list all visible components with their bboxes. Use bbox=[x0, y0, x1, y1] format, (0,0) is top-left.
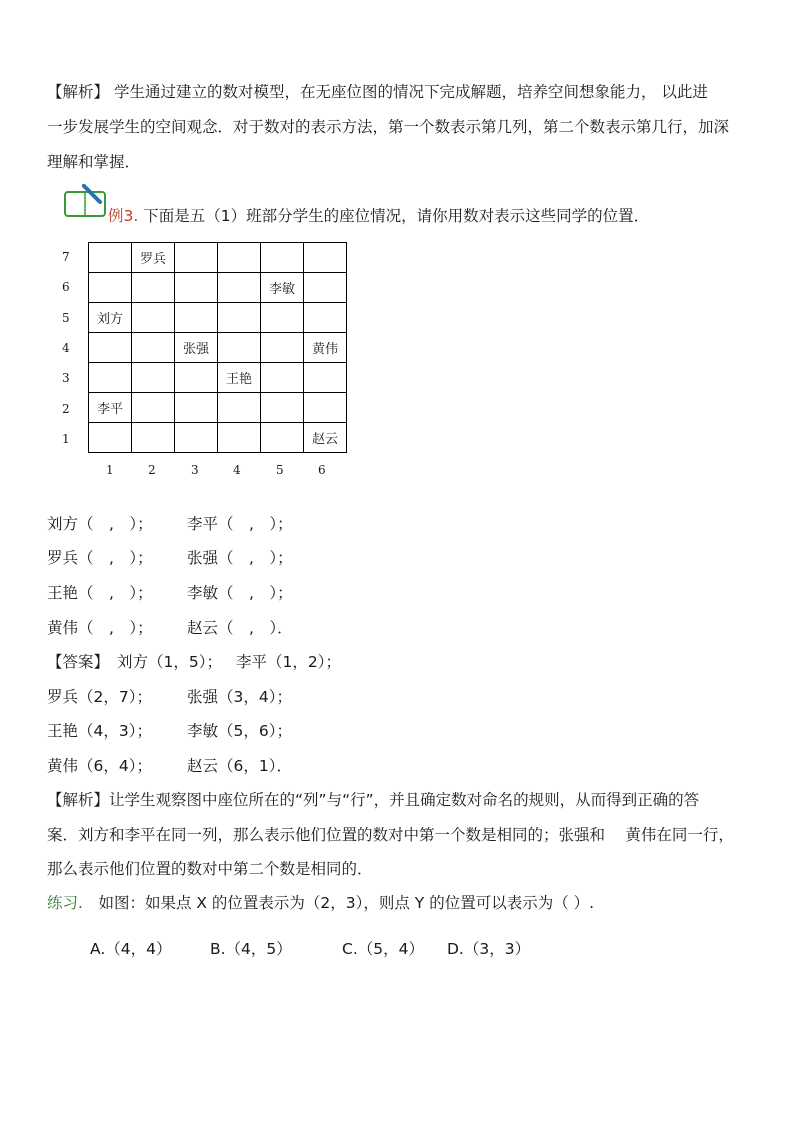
seat-cell bbox=[218, 393, 261, 423]
practice-line bbox=[47, 893, 594, 913]
col-label: 5 bbox=[276, 463, 284, 477]
seat-cell bbox=[304, 303, 347, 333]
analysis2-line-2: 案．刘方和李平在同一列，那么表示他们位置的数对中第一个数是相同的；张强和 黄伟在同一行， bbox=[47, 826, 734, 844]
analysis-line-3: 理解和掌握． bbox=[47, 153, 141, 171]
col-label: 2 bbox=[148, 463, 156, 477]
question-item: 张强（ , ）； bbox=[187, 549, 293, 567]
question-row bbox=[47, 618, 293, 638]
answer-item: 罗兵（2，7）； bbox=[47, 688, 152, 706]
question-item: 刘方（ , ）； bbox=[47, 515, 153, 533]
seat-cell: 刘方 bbox=[89, 303, 132, 333]
practice-label: 练习. bbox=[47, 894, 83, 912]
seat-cell bbox=[218, 273, 261, 303]
seat-cell bbox=[261, 423, 304, 453]
seat-cell bbox=[261, 393, 304, 423]
seat-cell: 王艳 bbox=[218, 363, 261, 393]
seat-cell bbox=[132, 393, 175, 423]
answer-tag: 【答案】 bbox=[47, 653, 110, 671]
seat-cell bbox=[218, 333, 261, 363]
answer-item: 赵云（6，1）． bbox=[187, 757, 292, 775]
seat-cell: 李平 bbox=[89, 393, 132, 423]
seat-cell bbox=[132, 423, 175, 453]
seat-cell bbox=[89, 423, 132, 453]
analysis-tag: 【解析】 bbox=[47, 83, 110, 101]
col-label: 6 bbox=[318, 463, 326, 477]
option-d: D.（3，3） bbox=[447, 940, 531, 958]
row-label: 4 bbox=[62, 341, 70, 355]
answer-item: 李敏（5，6）； bbox=[187, 722, 292, 740]
row-label: 3 bbox=[62, 371, 70, 385]
seat-cell bbox=[261, 303, 304, 333]
option-a: A.（4，4） bbox=[90, 940, 172, 958]
seat-cell bbox=[261, 333, 304, 363]
seat-cell bbox=[175, 243, 218, 273]
seat-cell bbox=[261, 363, 304, 393]
answer-item: 王艳（4，3）； bbox=[47, 722, 152, 740]
seat-cell bbox=[175, 423, 218, 453]
seat-cell bbox=[89, 333, 132, 363]
analysis2-tag: 【解析】 bbox=[47, 791, 110, 809]
seat-cell bbox=[132, 333, 175, 363]
question-item: 李敏（ , ）； bbox=[187, 584, 293, 602]
option-b: B.（4，5） bbox=[210, 940, 292, 958]
notebook-pencil-icon bbox=[64, 182, 110, 218]
analysis2-line-1 bbox=[47, 790, 699, 810]
col-label: 1 bbox=[106, 463, 114, 477]
question-row bbox=[47, 583, 293, 603]
row-label: 2 bbox=[62, 402, 70, 416]
question-item: 李平（ , ）； bbox=[187, 515, 293, 533]
col-label: 3 bbox=[191, 463, 199, 477]
seat-grid bbox=[88, 242, 347, 453]
option-c: C.（5，4） bbox=[342, 940, 424, 958]
question-item: 罗兵（ , ）； bbox=[47, 549, 153, 567]
question-item: 王艳（ , ）； bbox=[47, 584, 153, 602]
grid-row bbox=[89, 393, 347, 423]
grid-row bbox=[89, 243, 347, 273]
analysis2-line-3: 那么表示他们位置的数对中第二个数是相同的． bbox=[47, 860, 373, 878]
answer-item: 张强（3，4）； bbox=[187, 688, 292, 706]
grid-row bbox=[89, 273, 347, 303]
answer-row bbox=[47, 687, 292, 707]
answer-row bbox=[47, 756, 292, 776]
seat-cell bbox=[304, 363, 347, 393]
row-label: 7 bbox=[62, 250, 70, 264]
seat-cell bbox=[304, 273, 347, 303]
seat-cell bbox=[132, 303, 175, 333]
seat-cell bbox=[132, 363, 175, 393]
seat-cell bbox=[261, 243, 304, 273]
answer-item: 刘方（1，5）； bbox=[117, 653, 222, 671]
seat-cell: 张强 bbox=[175, 333, 218, 363]
seat-cell bbox=[89, 243, 132, 273]
row-label: 1 bbox=[62, 432, 70, 446]
grid-row bbox=[89, 363, 347, 393]
analysis2-text: 让学生观察图中座位所在的“列”与“行”，并且确定数对命名的规则，从而得到正确的答 bbox=[109, 791, 700, 809]
grid-row bbox=[89, 423, 347, 453]
example-line bbox=[108, 206, 649, 226]
example-label: 例3. bbox=[108, 207, 139, 225]
seat-cell: 赵云 bbox=[304, 423, 347, 453]
seat-cell bbox=[175, 273, 218, 303]
example-text: 下面是五（1）班部分学生的座位情况，请你用数对表示这些同学的位置． bbox=[138, 207, 650, 225]
analysis-line-2: 一步发展学生的空间观念．对于数对的表示方法，第一个数表示第几列，第二个数表示第几行，加深 bbox=[47, 118, 730, 136]
seat-cell bbox=[218, 243, 261, 273]
analysis-line-1 bbox=[47, 82, 708, 102]
question-row bbox=[47, 548, 293, 568]
seat-cell bbox=[218, 423, 261, 453]
seat-cell bbox=[89, 363, 132, 393]
question-item: 赵云（ , ）． bbox=[187, 619, 293, 637]
practice-text: 如图：如果点 X 的位置表示为（2，3），则点 Y 的位置可以表示为（ ）. bbox=[82, 894, 595, 912]
seat-cell bbox=[132, 273, 175, 303]
seat-cell: 罗兵 bbox=[132, 243, 175, 273]
row-label: 6 bbox=[62, 280, 70, 294]
seat-cell bbox=[304, 393, 347, 423]
row-label: 5 bbox=[62, 311, 70, 325]
seat-cell bbox=[89, 273, 132, 303]
seat-cell: 李敏 bbox=[261, 273, 304, 303]
seat-cell bbox=[304, 243, 347, 273]
seat-cell bbox=[175, 303, 218, 333]
question-row bbox=[47, 514, 293, 534]
seat-cell bbox=[218, 303, 261, 333]
col-label: 4 bbox=[233, 463, 241, 477]
seat-cell bbox=[175, 393, 218, 423]
answer-row bbox=[47, 721, 292, 741]
question-item: 黄伟（ , ）； bbox=[47, 619, 153, 637]
answer-item: 李平（1，2）； bbox=[236, 653, 341, 671]
seat-cell bbox=[175, 363, 218, 393]
grid-row bbox=[89, 303, 347, 333]
answer-item: 黄伟（6，4）； bbox=[47, 757, 152, 775]
answer-row bbox=[47, 652, 341, 672]
analysis-text: 学生通过建立的数对模型，在无座位图的情况下完成解题，培养空间想象能力， 以此进 bbox=[109, 83, 708, 101]
grid-row bbox=[89, 333, 347, 363]
seat-cell: 黄伟 bbox=[304, 333, 347, 363]
